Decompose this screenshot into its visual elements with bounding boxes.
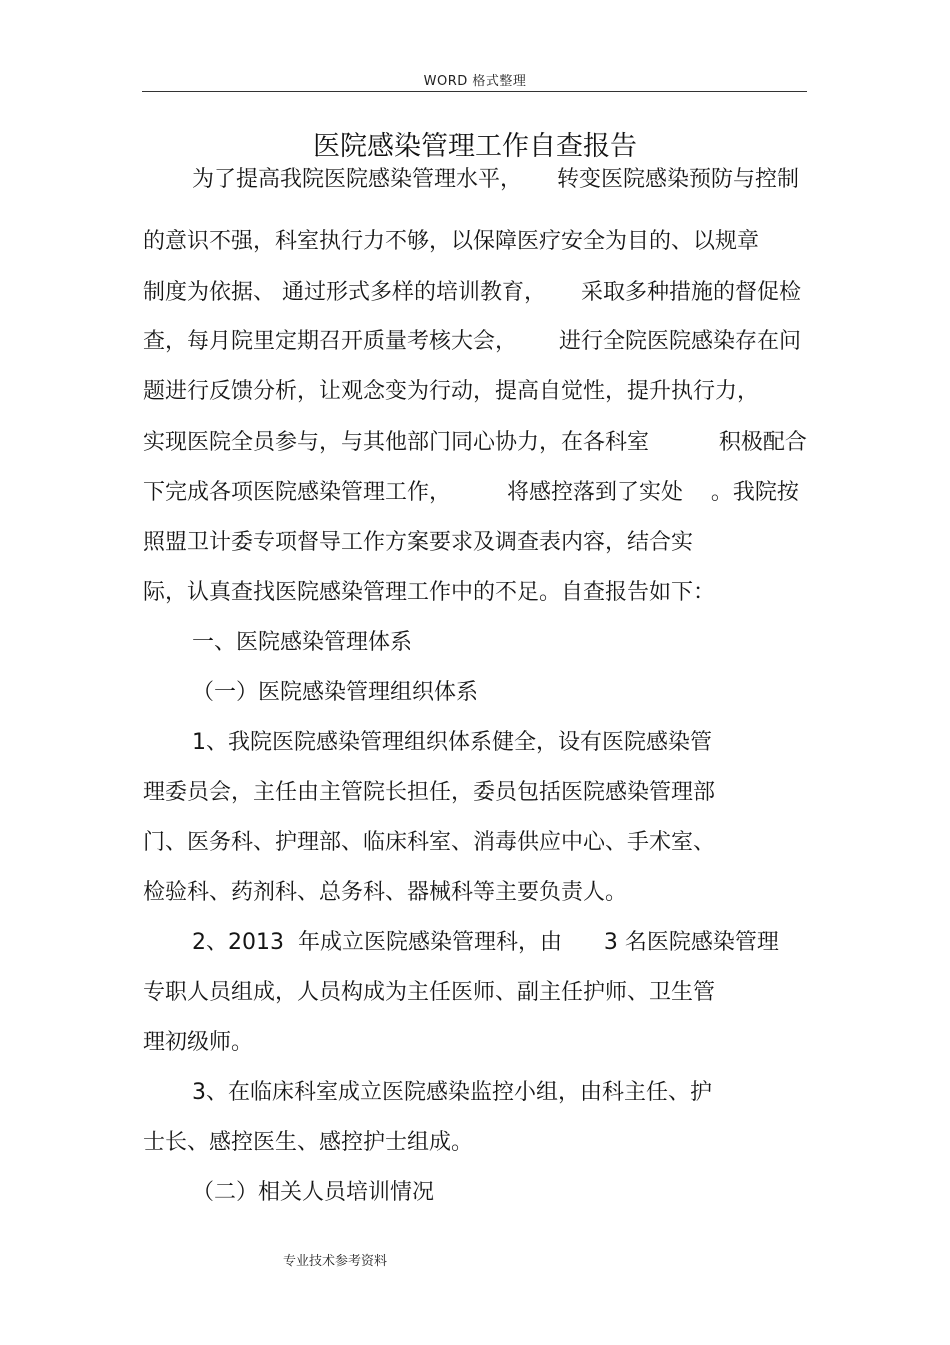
page-footer: 专业技术参考资料 <box>283 1254 388 1269</box>
paragraph-line: 理委员会，主任由主管院长担任，委员包括医院感染管理部 <box>143 780 716 805</box>
paragraph-line: 理初级师。 <box>143 1030 254 1055</box>
subsection-heading: （一）医院感染管理组织体系 <box>192 680 479 705</box>
paragraph-line: 专职人员组成，人员构成为主任医师、副主任护师、卫生管 <box>143 980 716 1005</box>
paragraph-line: 1、我院医院感染管理组织体系健全，设有医院感染管 <box>192 730 712 755</box>
header-divider <box>142 91 807 92</box>
subsection-heading: （二）相关人员培训情况 <box>192 1180 435 1205</box>
paragraph-line: 实现医院全员参与，与其他部门同心协力，在各科室 积极配合 <box>143 430 807 455</box>
paragraph-line: 下完成各项医院感染管理工作， 将感控落到了实处 。我院按 <box>143 480 799 505</box>
paragraph-line: 的意识不强，科室执行力不够，以保障医疗安全为目的、以规章 <box>143 229 760 254</box>
document-title: 医院感染管理工作自查报告 <box>313 131 637 162</box>
paragraph-line: 检验科、药剂科、总务科、器械科等主要负责人。 <box>143 880 628 905</box>
paragraph-line: 士长、感控医生、感控护士组成。 <box>143 1130 474 1155</box>
paragraph-line: 3、在临床科室成立医院感染监控小组，由科主任、护 <box>192 1080 712 1105</box>
page-header: WORD 格式整理 <box>423 74 527 89</box>
paragraph-line: 际，认真查找医院感染管理工作中的不足。自查报告如下： <box>143 580 716 605</box>
section-heading: 一、医院感染管理体系 <box>192 630 413 655</box>
paragraph-line: 门、医务科、护理部、临床科室、消毒供应中心、手术室、 <box>143 830 716 855</box>
paragraph-line: 制度为依据、 通过形式多样的培训教育， 采取多种措施的督促检 <box>143 280 801 305</box>
paragraph-line: 为了提高我院医院感染管理水平， 转变医院感染预防与控制 <box>192 167 799 192</box>
paragraph-line: 题进行反馈分析，让观念变为行动，提高自觉性，提升执行力， <box>143 379 760 404</box>
paragraph-line: 照盟卫计委专项督导工作方案要求及调查表内容，结合实 <box>143 530 694 555</box>
paragraph-line: 查，每月院里定期召开质量考核大会， 进行全院医院感染存在问 <box>143 329 801 354</box>
paragraph-line: 2、2013 年成立医院感染管理科，由 3 名医院感染管理 <box>192 930 779 955</box>
